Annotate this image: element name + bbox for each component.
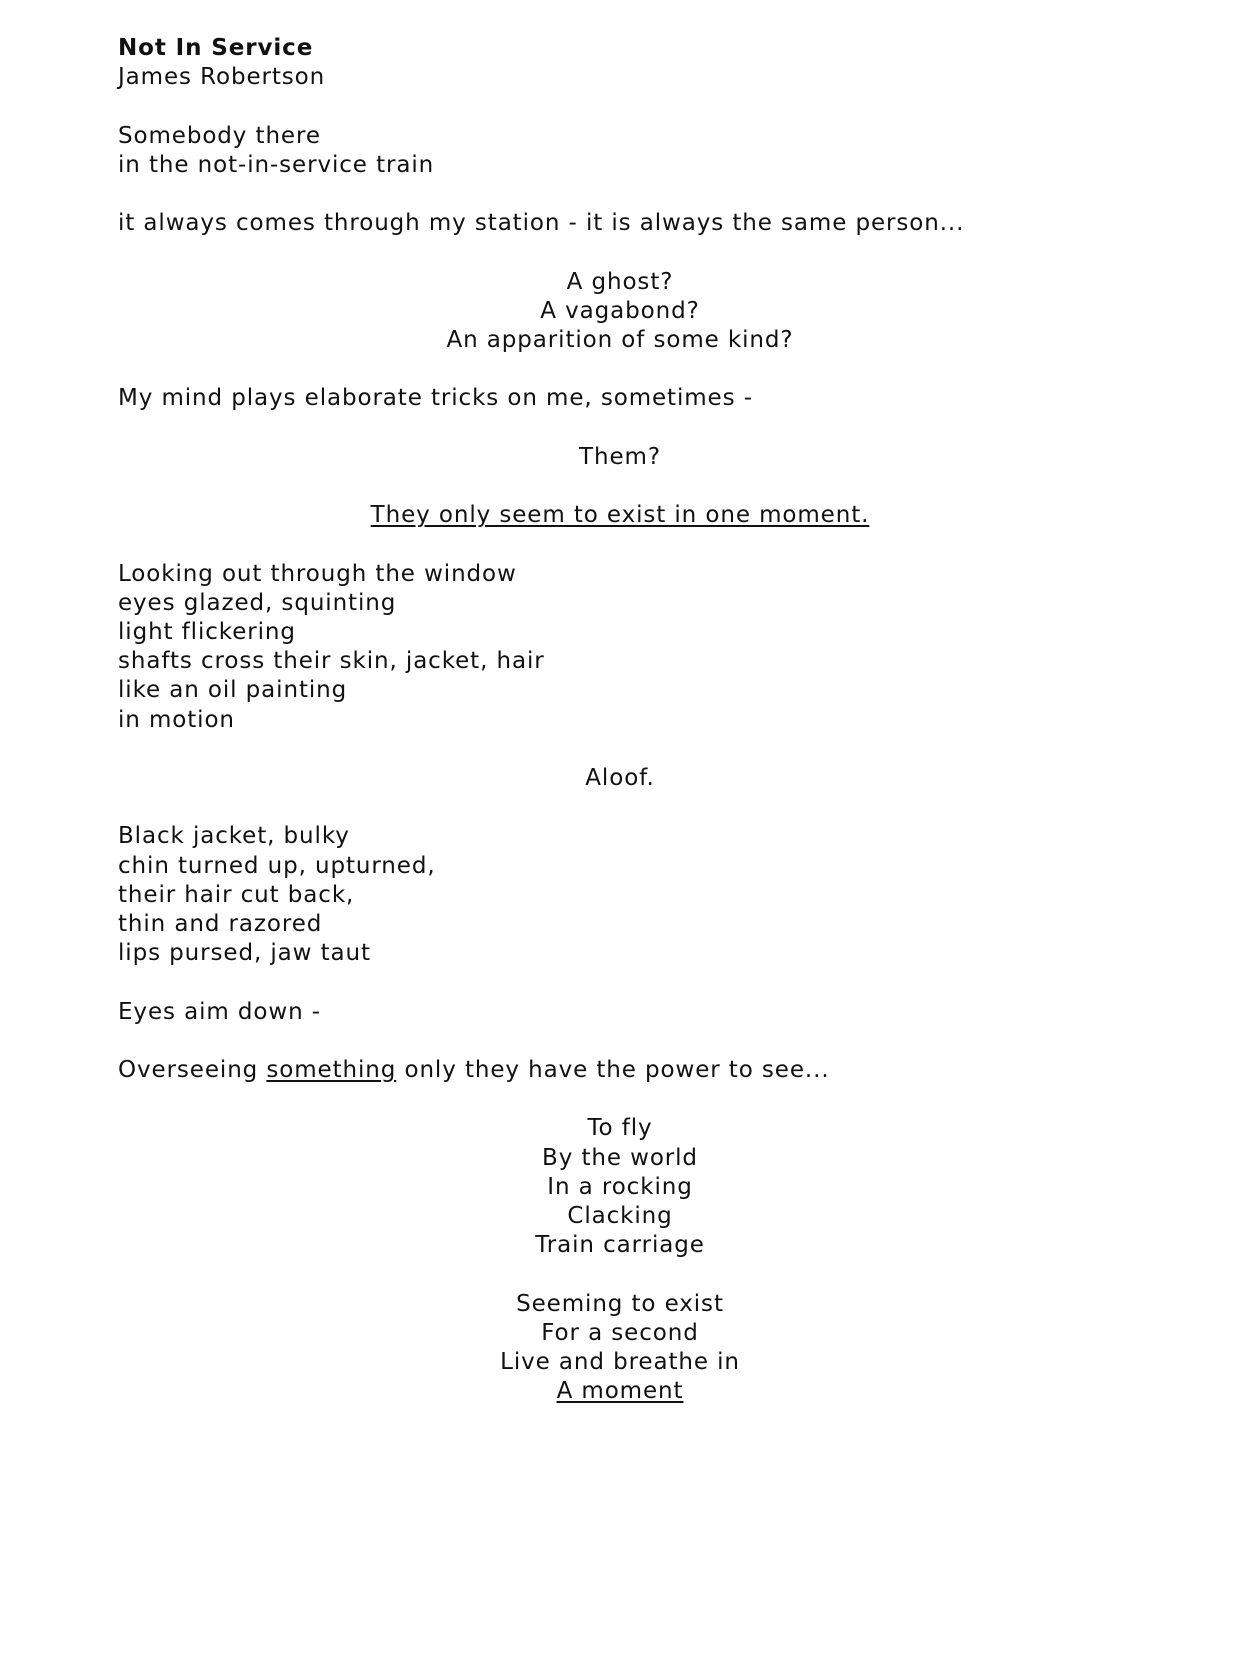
poem-line: light flickering [118, 618, 296, 645]
poem-line: A ghost? [566, 268, 674, 295]
poem-line: Clacking [567, 1202, 673, 1229]
poem-line: An apparition of some kind? [446, 326, 794, 353]
stanza-10 [118, 998, 1122, 1027]
stanza-8 [118, 764, 1122, 793]
stanza-gap [118, 1027, 1122, 1056]
stanza-9 [118, 822, 1122, 968]
poem-line: Eyes aim down - [118, 998, 321, 1025]
stanza-1 [118, 122, 1122, 180]
poem-line: shafts cross their skin, jacket, hair [118, 648, 545, 675]
poem-line: Aloof. [585, 764, 655, 791]
poem-line: thin and razored [118, 910, 323, 937]
stanza-4 [118, 384, 1122, 413]
poem-line-mixed [118, 1056, 1122, 1085]
stanza-gap [118, 355, 1122, 384]
poem-line: To fly [587, 1115, 653, 1142]
stanza-gap [118, 180, 1122, 209]
poem-line: Live and breathe in [500, 1348, 740, 1375]
poem-line: chin turned up, upturned, [118, 852, 436, 879]
poem-line: their hair cut back, [118, 881, 355, 908]
poem-line: lips pursed, jaw taut [118, 940, 371, 967]
poem-line: eyes glazed, squinting [118, 589, 397, 616]
poem-line: Train carriage [535, 1232, 705, 1259]
stanza-12 [118, 1114, 1122, 1260]
poem-title: Not In Service [118, 35, 314, 61]
poem-line: it always comes through my station - it is always the same person... [118, 210, 965, 237]
stanza-gap [118, 735, 1122, 764]
line-text-before: Overseeing [118, 1056, 267, 1083]
underlined-text: A moment [556, 1378, 684, 1405]
poem-line: in motion [118, 706, 235, 733]
stanza-gap [118, 238, 1122, 267]
poem-line: Them? [579, 443, 661, 470]
stanza-3 [118, 268, 1122, 356]
stanza-2 [118, 209, 1122, 238]
poem-line: A vagabond? [540, 297, 700, 324]
poem-author: James Robertson [118, 64, 326, 91]
stanza-11 [118, 1056, 1122, 1085]
stanza-6 [118, 501, 1122, 530]
stanza-gap [118, 530, 1122, 559]
stanza-gap [118, 414, 1122, 443]
poem-line: like an oil painting [118, 677, 348, 704]
poem-line: In a rocking [547, 1173, 693, 1200]
poem-line-underlined [118, 501, 1122, 530]
stanza-7 [118, 560, 1122, 735]
poem-line: Seeming to exist [516, 1290, 724, 1317]
poem-line-underlined [118, 1377, 1122, 1406]
poem-line: in the not-in-service train [118, 151, 435, 178]
underlined-word: something [266, 1056, 397, 1083]
poem-line: Black jacket, bulky [118, 823, 350, 850]
poem-page [118, 34, 1122, 1406]
stanza-13 [118, 1290, 1122, 1407]
poem-line: For a second [541, 1319, 699, 1346]
underlined-text: They only seem to exist in one moment. [370, 502, 870, 529]
stanza-gap [118, 1085, 1122, 1114]
stanza-gap [118, 472, 1122, 501]
poem-line: My mind plays elaborate tricks on me, sometimes - [118, 385, 753, 412]
poem-line: By the world [542, 1144, 698, 1171]
poem-line: Looking out through the window [118, 560, 517, 587]
poem-line: Somebody there [118, 122, 321, 149]
line-text-after: only they have the power to see... [396, 1056, 830, 1083]
stanza-gap [118, 1260, 1122, 1289]
stanza-gap [118, 92, 1122, 121]
stanza-5 [118, 443, 1122, 472]
stanza-gap [118, 793, 1122, 822]
stanza-gap [118, 968, 1122, 997]
